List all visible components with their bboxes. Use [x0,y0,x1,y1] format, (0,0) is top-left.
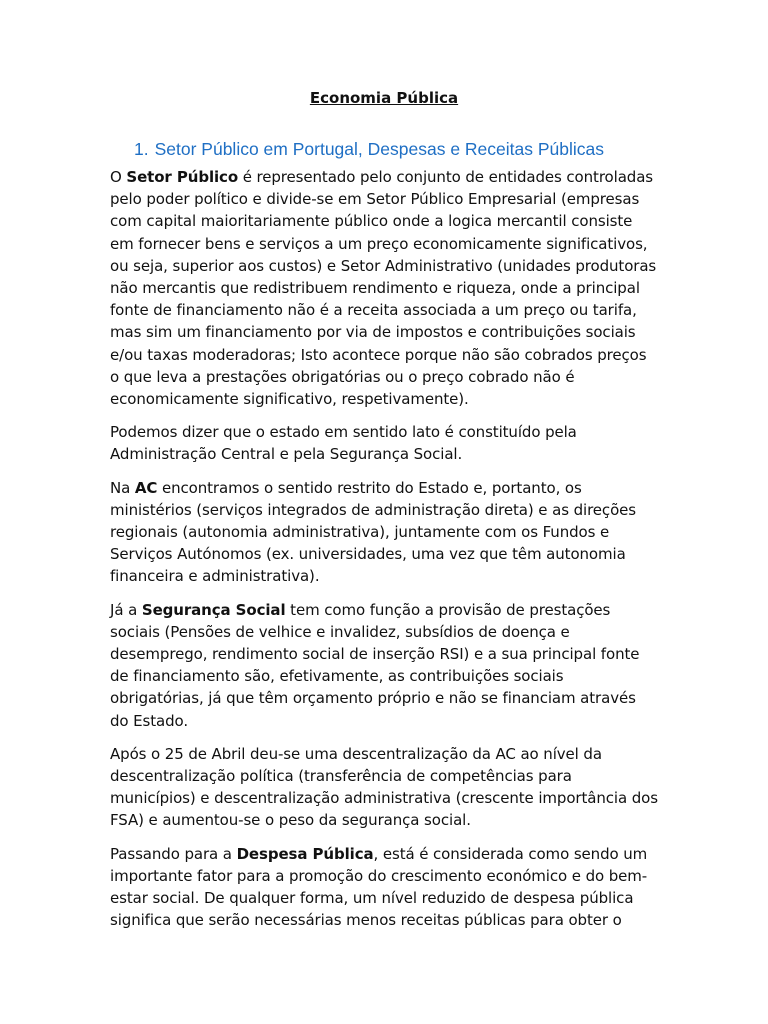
body-paragraph [110,843,658,932]
text-run: Na [110,478,135,497]
text-run: Após o 25 de Abril deu-se uma descentralização da AC ao nível da descentralização política (transferência de competências para municípios) e descentralização administrativa (crescente importância dos FSA) e aumentou-se o peso da segurança social. [110,744,658,830]
bold-term: AC [134,478,158,497]
section-heading [134,138,658,160]
text-run: Passando para a [110,844,237,863]
section-heading-text: Setor Público em Portugal, Despesas e Receitas Públicas [154,139,605,159]
body-paragraph [110,166,658,410]
document-title: Economia Pública [309,89,459,107]
document-body [110,166,658,932]
body-paragraph [110,599,658,732]
body-paragraph [110,743,658,832]
bold-term: Setor Público [126,168,239,186]
text-run: é representado pelo conjunto de entidades controladas pelo poder político e divide-se em Setor Público Empresarial (empresas com capital maioritariamente público onde a logica mercantil consiste em fornecer bens e serviços a um preço economicamente significativos, ou seja, superior aos custos) e Setor Administrativo (unidades produtoras não mercantis que redistribuem rendimento e riqueza, onde a principal fonte de financiamento não é a receita associada a um preço ou tarifa, mas sim um financiamento por via de impostos e contribuições sociais e/ou taxas moderadoras; Isto acontece porque não são cobrados preços o que leva a prestações obrigatórias ou o preço cobrado não é economicamente significativo, respetivamente). [110,168,657,409]
text-run: tem como função a provisão de prestações sociais (Pensões de velhice e invalidez, subsídios de doença e desemprego, rendimento social de inserção RSI) e a sua principal fonte de financiamento são, efetivamente, as contribuições sociais obrigatórias, já que têm orçamento próprio e não se financiam através do Estado. [110,600,640,730]
bold-term: Despesa Pública [236,844,374,863]
body-paragraph [110,477,658,588]
text-run: , está é considerada como sendo um importante fator para a promoção do crescimento económico e do bem-estar social. De qualquer forma, um nível reduzido de despesa pública significa que serão necessárias menos receitas públicas para obter o [110,844,648,930]
document-page [110,88,658,943]
body-paragraph [110,421,658,465]
bold-term: Segurança Social [141,600,286,619]
text-run: Podemos dizer que o estado em sentido lato é constituído pela Administração Central e pela Segurança Social. [110,423,577,464]
text-run: Já a [110,600,142,619]
text-run: O [110,168,127,186]
text-run: encontramos o sentido restrito do Estado e, portanto, os ministérios (serviços integrados de administração direta) e as direções regionais (autonomia administrativa), juntamente com os Fundos e Serviços Autónomos (ex. universidades, uma vez que têm autonomia financeira e administrativa). [110,478,637,586]
section-number: 1. [134,139,149,159]
